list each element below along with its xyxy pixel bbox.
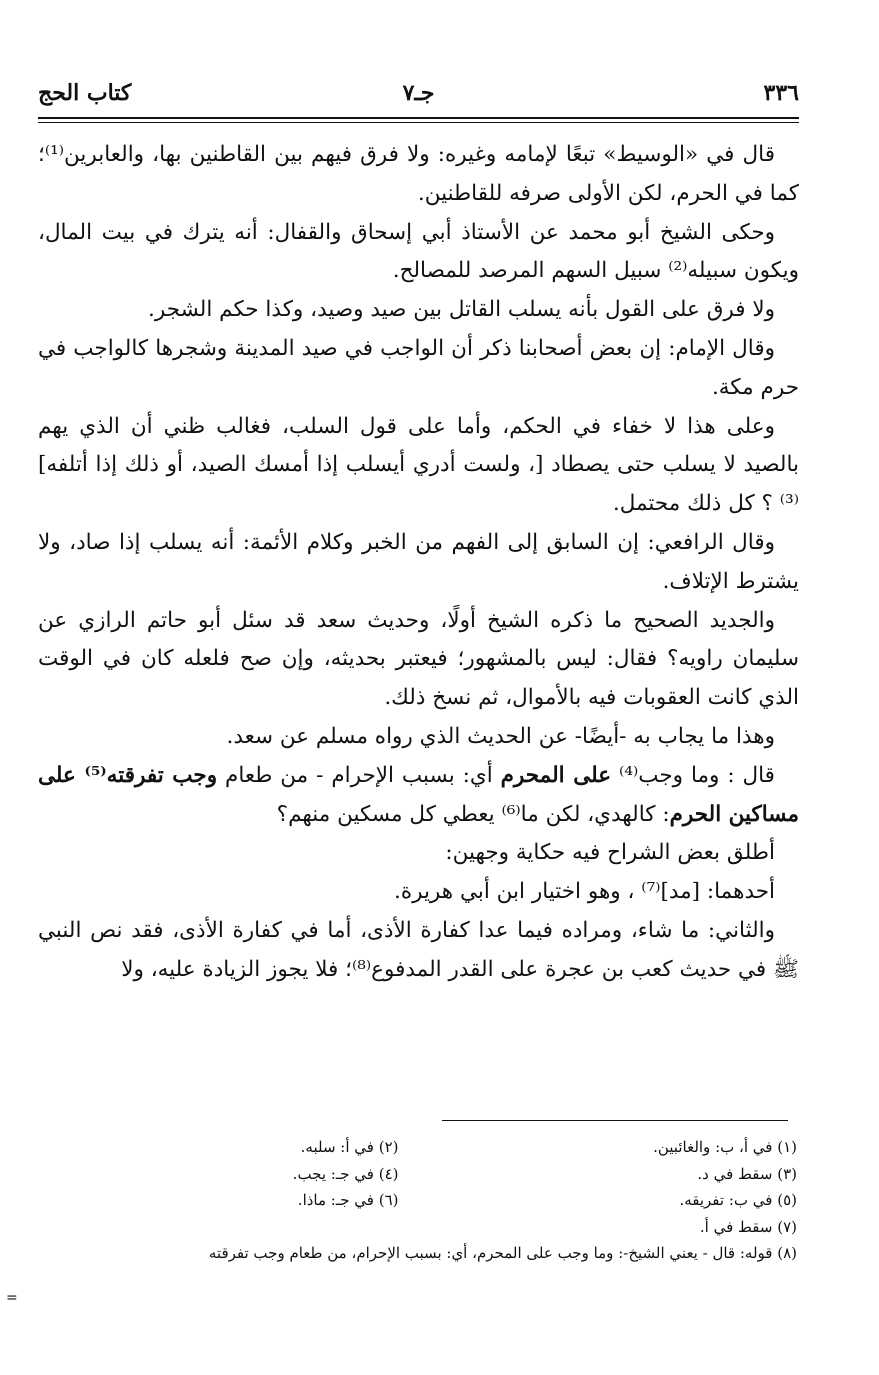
header-rule-thick bbox=[38, 117, 799, 119]
paragraph: وحكى الشيخ أبو محمد عن الأستاذ أبي إسحاق والقفال: أنه يترك في بيت المال، ويكون سبيله⁽²⁾ سبيل السهم المرصد للمصالح. bbox=[38, 219, 799, 284]
footnote: (٨) قوله: قال - يعني الشيخ-: وما وجب على المحرم، أي: بسبب الإحرام، من طعام وجب تفرقته bbox=[208, 1244, 797, 1262]
page-number: ٣٣٦ bbox=[763, 80, 799, 106]
footnote: (١) في أ، ب: والغائبين. bbox=[653, 1138, 797, 1156]
paragraph: والثاني: ما شاء، ومراده فيما عدا كفارة الأذى، أما في كفارة الأذى، فقد نص النبي ﷺ في حديث كعب بن عجرة على القدر المدفوع⁽⁸⁾؛ فلا يجوز الزيادة عليه، ولا bbox=[38, 917, 799, 982]
footnote: (٧) سقط في أ. bbox=[699, 1217, 797, 1236]
footnote: (٥) في ب: تفريقه. bbox=[679, 1191, 797, 1209]
footnote: (٤) في جـ: يجب. bbox=[292, 1164, 399, 1183]
matn-paragraph bbox=[38, 757, 799, 835]
paragraph: قال في «الوسيط» تبعًا لإمامه وغيره: ولا فرق فيهم بين القاطنين بها، والعابرين⁽¹⁾؛ كما في الحرم، لكن الأولى صرفه للقاطنين. bbox=[38, 142, 799, 206]
matn-text: أي: بسبب الإحرام - من طعام bbox=[217, 762, 501, 788]
margin-continuation-mark: = bbox=[6, 1290, 18, 1306]
footnote: (٦) في جـ: ماذا. bbox=[297, 1191, 399, 1209]
paragraph: ولا فرق على القول بأنه يسلب القاتل بين صيد وصيد، وكذا حكم الشجر. bbox=[148, 297, 775, 323]
paragraph: أحدهما: [مد]⁽⁷⁾ ، وهو اختيار ابن أبي هريرة. bbox=[393, 879, 775, 905]
volume-label: جـ٧ bbox=[402, 80, 435, 106]
paragraph: والجديد الصحيح ما ذكره الشيخ أولًا، وحديث سعد قد سئل أبو حاتم الرازي عن سليمان راويه؟ فقال: ليس بالمشهور؛ فيعتبر بحديثه، وإن صح فلعله كان في الوقت الذي كانت العقوبات فيه بالأموال، ثم نسخ ذلك. bbox=[38, 607, 799, 711]
paragraph: وهذا ما يجاب به -أيضًا- عن الحديث الذي رواه مسلم عن سعد. bbox=[226, 723, 775, 749]
matn-bold-text: على المحرم bbox=[500, 762, 612, 788]
paragraph: وقال الرافعي: إن السابق إلى الفهم من الخبر وكلام الأئمة: أنه يسلب إذا صاد، ولا يشترط الإتلاف. bbox=[38, 529, 799, 594]
paragraph: أطلق بعض الشراح فيه حكاية وجهين: bbox=[445, 840, 775, 866]
matn-text: : كالهدي، لكن ما⁽⁶⁾ يعطي كل مسكين منهم؟ bbox=[276, 801, 670, 827]
paragraph: وعلى هذا لا خفاء في الحكم، وأما على قول السلب، فغالب ظني أن الذي يهم بالصيد لا يسلب حتى يصطاد [، ولست أدري أيسلب إذا أمسك الصيد، أو ذلك إذا أتلفه]⁽³⁾ ؟ كل ذلك محتمل. bbox=[38, 413, 799, 517]
footnote: (٣) سقط في د. bbox=[697, 1164, 797, 1183]
running-header bbox=[38, 72, 799, 112]
book-title: كتاب الحج bbox=[38, 80, 132, 106]
footnote-grid bbox=[40, 1134, 797, 1214]
paragraph: وقال الإمام: إن بعض أصحابنا ذكر أن الواجب في صيد المدينة وشجرها كالواجب في حرم مكة. bbox=[38, 335, 799, 400]
footnote-separator bbox=[442, 1120, 788, 1121]
footnotes bbox=[40, 1134, 797, 1267]
matn-bold-text: وجب تفرقته⁽⁵⁾ على مساكين الحرم bbox=[38, 762, 799, 827]
footnote: (٢) في أ: سلبه. bbox=[300, 1138, 399, 1156]
main-text bbox=[38, 136, 799, 990]
matn-text: قال : وما وجب⁽⁴⁾ bbox=[611, 762, 775, 788]
header-rule-thin bbox=[38, 122, 799, 123]
